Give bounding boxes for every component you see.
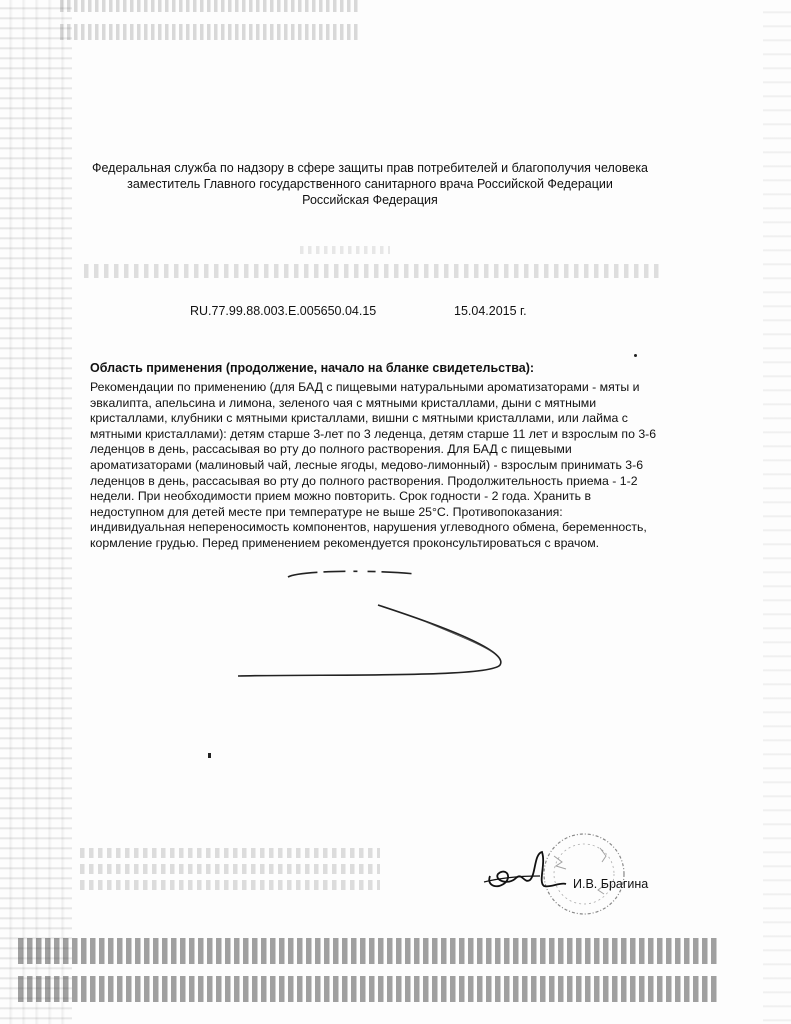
stray-mark: [634, 354, 637, 357]
body-line: индивидуальная непереносимость компонентов, нарушения углеводного обмена, беременность,: [90, 520, 647, 535]
body-line: кормление грудью. Перед применением рекомендуется проконсультироваться с врачом.: [90, 535, 600, 550]
scan-noise-left-edge: [0, 0, 72, 1024]
body-line: Рекомендации по применению (для БАД с пищевыми натуральными ароматизаторами - мяты и: [90, 380, 640, 394]
body-line: недоступном для детей месте при температуре не выше 25°С. Противопоказания:: [90, 504, 563, 519]
body-line: ароматизаторами (малиновый чай, лесные ягоды, медово-лимонный) - взрослым принимать 3-6: [90, 457, 644, 472]
stray-mark: [208, 753, 211, 758]
body-line: леденцов в день, рассасывая во рту до полного растворения. Для БАД с пищевыми: [90, 442, 572, 457]
registration-number: RU.77.99.88.003.Е.005650.04.15: [190, 304, 377, 318]
body-line: кристаллами, клубники с мятными кристаллами, вишни с мятными кристаллами, или лайма с: [90, 411, 628, 426]
scan-bleed-through-bottom: [18, 938, 718, 1010]
registration-date: 15.04.2015 г.: [454, 304, 527, 318]
scan-bleed-through-mid-small: [300, 246, 390, 254]
header-agency-line: Федеральная служба по надзору в сфере защиты прав потребителей и благополучия человека: [91, 161, 649, 175]
section-body: [90, 380, 660, 552]
document-header: [80, 160, 660, 208]
body-line: леденцов в день, рассасывая во рту до полного растворения. Продолжительность приема - 1-2: [90, 473, 638, 488]
signer-name: И.В. Брагина: [573, 877, 649, 891]
scan-bleed-through-mid: [84, 264, 664, 278]
header-country-line: Российская Федерация: [302, 193, 438, 207]
section-title: Область применения (продолжение, начало на бланке свидетельства):: [90, 361, 535, 375]
body-line: недели. При необходимости прием можно повторить. Срок годности - 2 года. Хранить в: [90, 489, 592, 504]
handwritten-signature: [480, 846, 570, 896]
body-line: эвкалипта, апельсина и лимона, зеленого чая с мятными кристаллами, дыни с мятными: [90, 395, 597, 410]
scan-bleed-through-footer: [80, 848, 380, 894]
body-line: мятными кристаллами): детям старше 3-лет по 3 леденца, детям старше 11 лет и взрослым по 3-6: [90, 426, 657, 441]
z-strike-through-mark: [220, 560, 520, 690]
scan-noise-right-edge: [763, 0, 791, 1024]
scan-bleed-through-top: [60, 0, 360, 48]
header-official-line: заместитель Главного государственного санитарного врача Российской Федерации: [127, 177, 613, 191]
